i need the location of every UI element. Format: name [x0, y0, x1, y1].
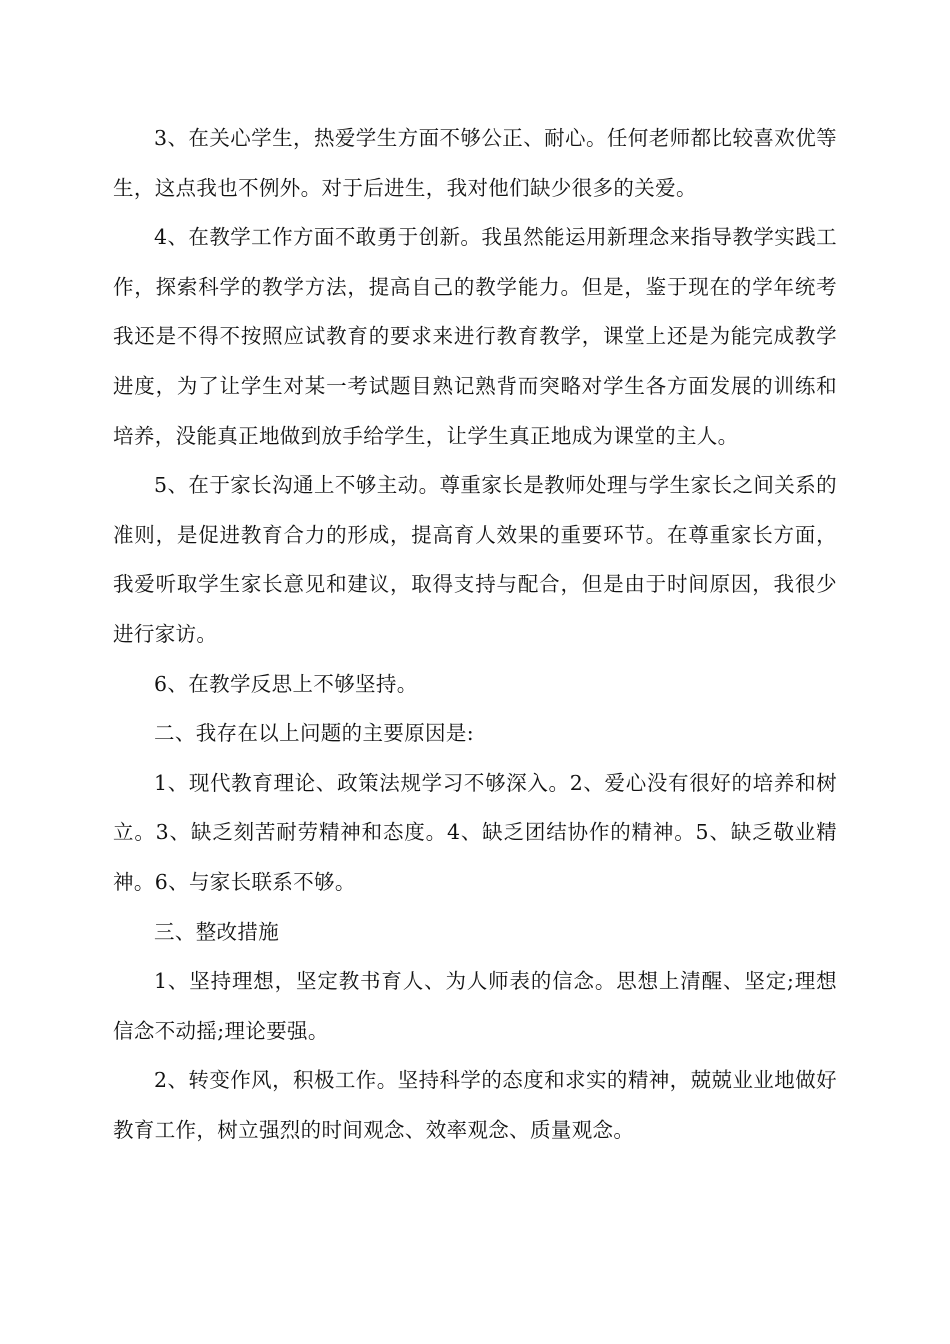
paragraph-item-5: 5、在于家长沟通上不够主动。尊重家长是教师处理与学生家长之间关系的准则，是促进教育合力的形成，提高育人效果的重要环节。在尊重家长方面，我爱听取学生家长意见和建议，取得支持与配合，但是由于时间原因，我很少进行家访。	[113, 473, 837, 646]
measure-item-2: 2、转变作风，积极工作。坚持科学的态度和求实的精神，兢兢业业地做好教育工作，树立强烈的时间观念、效率观念、质量观念。	[113, 1068, 837, 1142]
paragraph-item-6: 6、在教学反思上不够坚持。	[154, 671, 418, 696]
paragraph-item-3: 3、在关心学生，热爱学生方面不够公正、耐心。任何老师都比较喜欢优等生，这点我也不例外。对于后进生，我对他们缺少很多的关爱。	[113, 126, 837, 200]
document-body	[113, 114, 837, 1155]
measure-item-1: 1、坚持理想，坚定教书育人、为人师表的信念。思想上清醒、坚定;理想信念不动摇;理论要强。	[113, 969, 837, 1043]
causes-list-paragraph: 1、现代教育理论、政策法规学习不够深入。2、爱心没有很好的培养和树立。3、缺乏刻苦耐劳精神和态度。4、缺乏团结协作的精神。5、缺乏敬业精神。6、与家长联系不够。	[113, 770, 837, 894]
paragraph-item-4: 4、在教学工作方面不敢勇于创新。我虽然能运用新理念来指导教学实践工作，探索科学的教学方法，提高自己的教学能力。但是，鉴于现在的学年统考我还是不得不按照应试教育的要求来进行教育教学，课堂上还是为能完成教学进度，为了让学生对某一考试题目熟记熟背而突略对学生各方面发展的训练和培养，没能真正地做到放手给学生，让学生真正地成为课堂的主人。	[113, 225, 837, 448]
section-heading-measures: 三、整改措施	[154, 919, 280, 944]
section-heading-causes: 二、我存在以上问题的主要原因是:	[154, 721, 475, 746]
